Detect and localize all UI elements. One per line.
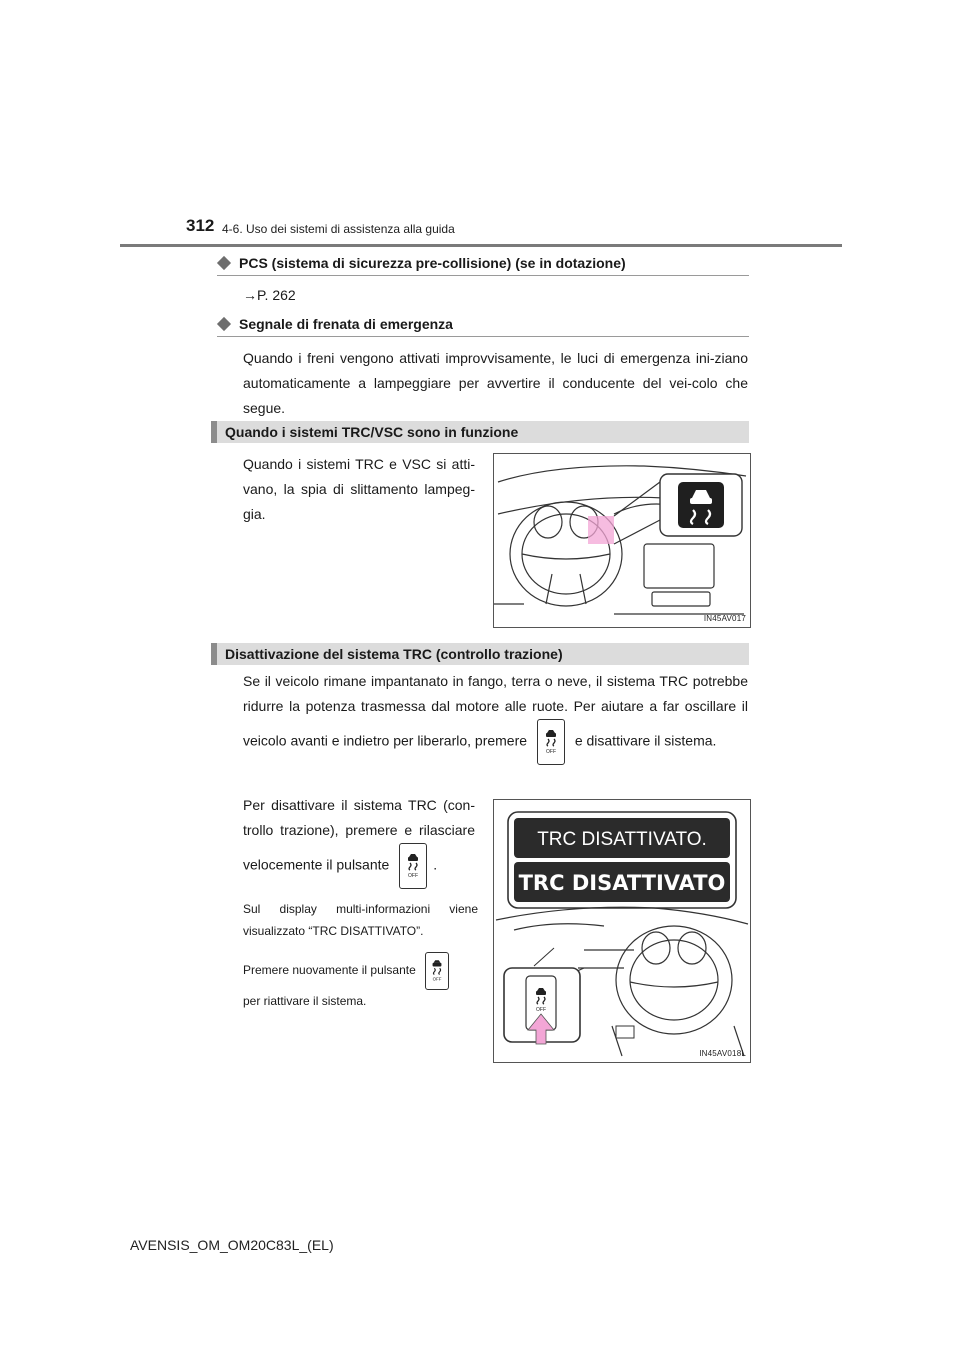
display-message-bottom: TRC DISATTIVATO (518, 871, 726, 895)
svg-text:OFF: OFF (432, 976, 442, 982)
dashboard-illustration (494, 454, 750, 627)
diamond-bullet-icon (217, 256, 231, 270)
svg-text:OFF: OFF (536, 1007, 546, 1013)
pcs-heading-text: PCS (sistema di sicurezza pre-collisione) (se in dotazione) (239, 255, 626, 271)
svg-text:OFF: OFF (545, 749, 556, 754)
trc-off-figure (493, 799, 751, 1063)
trc-off-button-icon (425, 952, 449, 990)
trc-vsc-heading: Quando i sistemi TRC/VSC sono in funzione (211, 421, 749, 443)
brake-signal-rule (217, 336, 749, 337)
trc-off-button-icon (537, 719, 565, 765)
figure-code: IN45AV018L (699, 1049, 746, 1058)
svg-text:OFF: OFF (408, 873, 419, 878)
page-number: 312 (186, 216, 215, 235)
header-rule (120, 244, 842, 247)
slip-indicator-icon (678, 482, 724, 528)
trc-off-instruction-text: Per disattivare il sistema TRC (con-trollo trazione), premere e rilasciare velocemente il pulsante (243, 797, 475, 873)
brake-signal-heading (217, 316, 453, 332)
trc-vsc-figure (493, 453, 751, 628)
pcs-reference[interactable] (243, 283, 296, 308)
diamond-bullet-icon (217, 317, 231, 331)
reactivate-note-text: Premere nuovamente il pulsante (243, 963, 416, 978)
figure-code: IN45AV017 (703, 614, 746, 623)
brake-signal-heading-text: Segnale di frenata di emergenza (239, 316, 453, 332)
pcs-rule (217, 275, 749, 276)
pcs-heading (217, 255, 626, 271)
trc-off-illustration (494, 800, 750, 1062)
trc-off-instruction (243, 793, 475, 889)
trc-off-button-icon (399, 843, 427, 889)
trc-off-reactivate-note (243, 952, 478, 1012)
reference-arrow: → (243, 287, 257, 303)
reactivate-note-end: per riattivare il sistema. (243, 994, 367, 1008)
trc-vsc-text: Quando i sistemi TRC e VSC si atti-vano, la spia di slittamento lampeg-gia. (243, 456, 475, 522)
trc-off-paragraph-text: Se il veicolo rimane impantanato in fango, terra o neve, il sistema TRC potrebbe ridurre la potenza trasmessa dal motore alle ruote. Per aiutare a far oscillare il veicolo avanti e indietro per liberarlo, premere (243, 673, 748, 749)
trc-off-instruction-end: . (433, 856, 438, 873)
section-breadcrumb: 4-6. Uso dei sistemi di assistenza alla guida (222, 222, 455, 236)
document-code: AVENSIS_OM_OM20C83L_(EL) (130, 1237, 334, 1253)
brake-signal-text: Quando i freni vengono attivati improvvisamente, le luci di emergenza ini-ziano automaticamente a lampeggiare per avvertire il conducente del vei-colo che segue. (243, 350, 748, 416)
trc-off-paragraph (243, 669, 748, 765)
trc-off-heading: Disattivazione del sistema TRC (controllo trazione) (211, 643, 749, 665)
trc-off-paragraph-end: e disattivare il sistema. (574, 732, 717, 749)
reference-page: P. 262 (257, 287, 296, 303)
display-message-top: TRC DISATTIVATO. (537, 829, 707, 850)
highlight-indicator (588, 516, 614, 544)
trc-off-display-note: Sul display multi-informazioni viene visualizzato “TRC DISATTIVATO”. (243, 902, 478, 938)
